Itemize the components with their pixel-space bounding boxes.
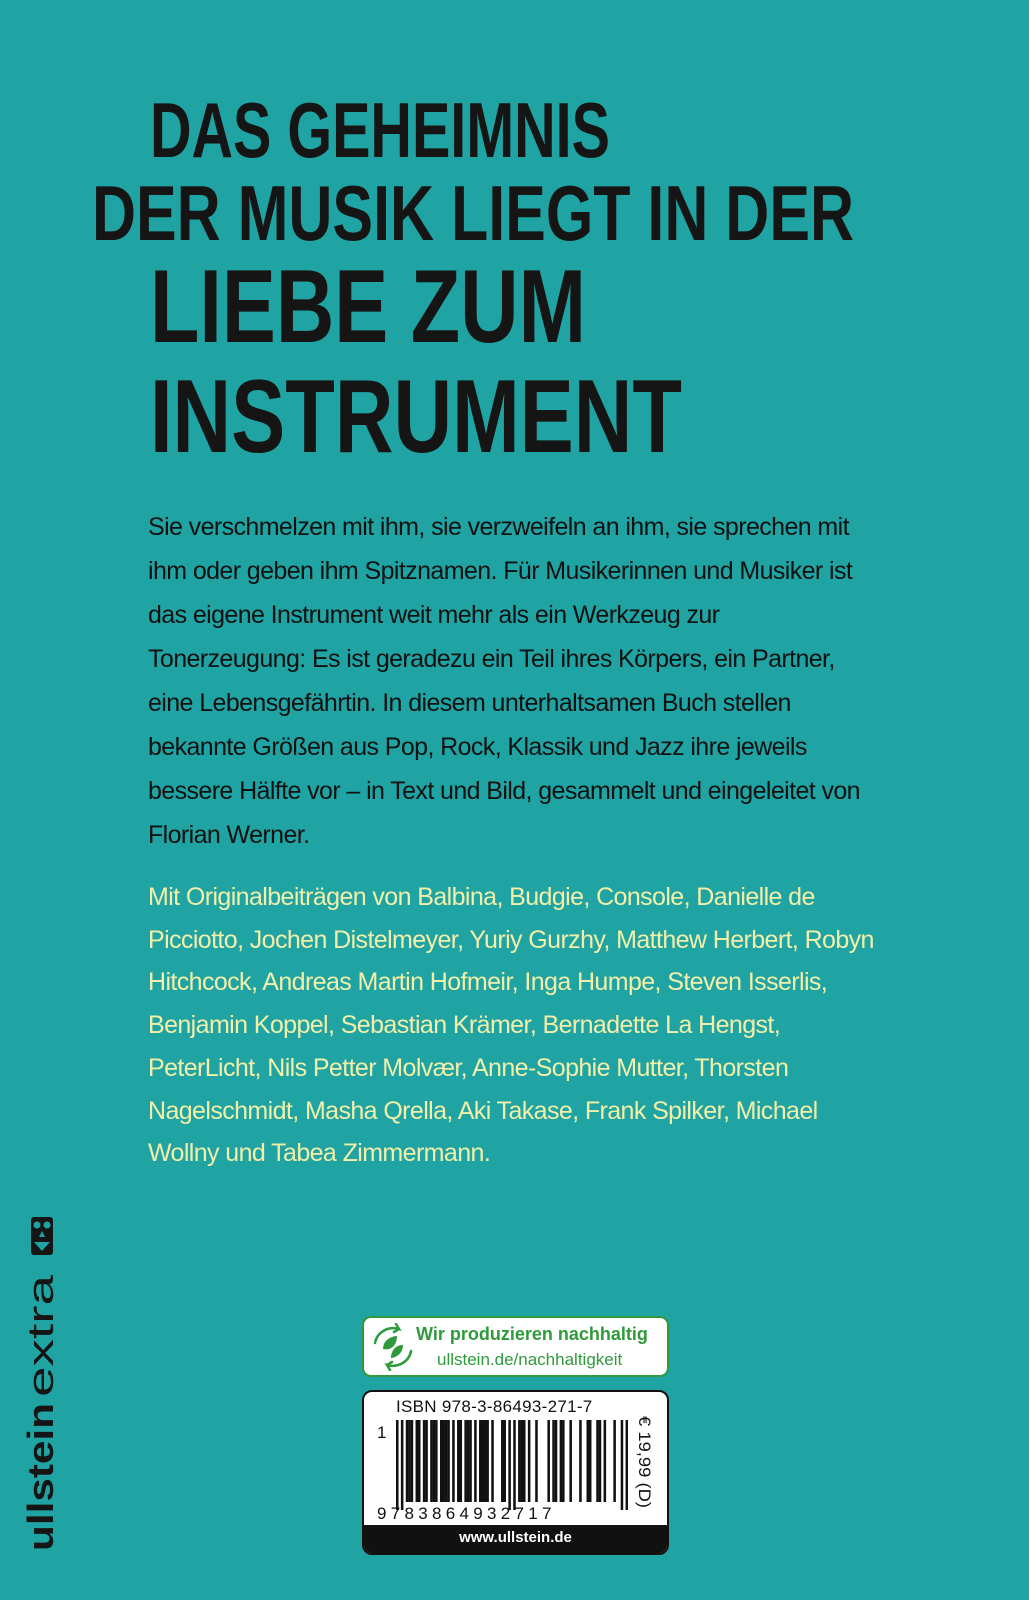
headline-line-3: LIEBE ZUM bbox=[150, 249, 586, 365]
publisher-imprint: extra bbox=[20, 1316, 61, 1397]
barcode-bar bbox=[599, 1420, 602, 1502]
headline bbox=[0, 0, 1029, 480]
barcode-bar bbox=[467, 1420, 470, 1502]
barcode-bar bbox=[523, 1420, 526, 1502]
sustainability-badge bbox=[362, 1316, 669, 1377]
barcode-bar bbox=[560, 1420, 563, 1502]
barcode-bar bbox=[433, 1420, 436, 1502]
publisher-name: ullstein bbox=[20, 1424, 61, 1551]
barcode-bar bbox=[486, 1420, 489, 1502]
barcode-bar bbox=[411, 1420, 414, 1502]
barcode-bar bbox=[430, 1420, 433, 1502]
barcode-label bbox=[362, 1390, 669, 1555]
price-text: € 19,99 (D) bbox=[635, 1416, 654, 1502]
barcode-bar bbox=[528, 1420, 531, 1502]
barcode-bar bbox=[501, 1420, 504, 1502]
barcode-bar bbox=[479, 1420, 482, 1502]
barcode-bar bbox=[555, 1420, 558, 1502]
barcode-bar bbox=[547, 1420, 550, 1502]
sustainability-url: ullstein.de/nachhaltigkeit bbox=[437, 1350, 623, 1369]
barcode-bar bbox=[562, 1420, 565, 1502]
owl-logo-icon bbox=[31, 1217, 53, 1255]
publisher-url-bar bbox=[364, 1525, 667, 1553]
barcode-bar bbox=[469, 1420, 472, 1502]
barcode-bar bbox=[459, 1420, 462, 1502]
barcode-bar bbox=[425, 1420, 428, 1502]
barcode-bar bbox=[579, 1420, 582, 1502]
price-label bbox=[625, 1414, 665, 1514]
barcode-bar bbox=[452, 1420, 455, 1502]
barcode-bar bbox=[464, 1420, 467, 1502]
barcode-bar bbox=[586, 1420, 589, 1502]
barcode-bar bbox=[513, 1420, 516, 1510]
barcode-bar bbox=[552, 1420, 555, 1502]
publisher-logo bbox=[18, 1215, 68, 1555]
barcode-bars bbox=[396, 1420, 628, 1510]
barcode-bar bbox=[396, 1420, 399, 1510]
book-description: Sie verschmelzen mit ihm, sie verzweifeln an ihm, sie sprechen mit ihm oder geben ihm Spitznamen. Für Musikerinnen und Musiker ist das eigene Instrument weit mehr als ein Werkzeug zur Tonerzeugung: Es ist geradezu ein Teil ihres Körpers, ein Partner, eine Lebensgefährtin. In diesem unterhaltsamen Buch stellen bekannte Größen aus Pop, Rock, Klassik und Jazz ihre jeweils bessere Hälfte vor – in Text und Bild, gesammelt und eingeleitet von Florian Werner. bbox=[148, 513, 860, 849]
headline-line-1: DAS GEHEIMNIS bbox=[150, 86, 610, 174]
barcode-bar bbox=[491, 1420, 494, 1502]
barcode-bar bbox=[604, 1420, 607, 1502]
barcode-bar bbox=[442, 1420, 445, 1502]
recycle-leaves-icon bbox=[369, 1323, 417, 1371]
barcode-bar bbox=[418, 1420, 421, 1502]
barcode-digits: 9783864932717 bbox=[377, 1504, 556, 1523]
barcode-bar bbox=[440, 1420, 443, 1502]
barcode-bar bbox=[521, 1420, 524, 1502]
barcode-first-digit: 1 bbox=[377, 1423, 387, 1442]
publisher-url: www.ullstein.de bbox=[459, 1529, 572, 1546]
barcode-bar bbox=[445, 1420, 448, 1502]
barcode-bar bbox=[401, 1420, 404, 1510]
barcode-bar bbox=[481, 1420, 484, 1502]
barcode-bar bbox=[416, 1420, 419, 1502]
barcode-bar bbox=[569, 1420, 572, 1502]
barcode-bar bbox=[406, 1420, 409, 1502]
barcode-bar bbox=[484, 1420, 487, 1502]
barcode-bar bbox=[596, 1420, 599, 1502]
barcode-bar bbox=[613, 1420, 616, 1502]
barcode-bar bbox=[423, 1420, 426, 1502]
barcode-bar bbox=[457, 1420, 460, 1502]
barcode-bar bbox=[535, 1420, 538, 1502]
isbn-number: ISBN 978-3-86493-271-7 bbox=[396, 1397, 593, 1416]
barcode-bar bbox=[408, 1420, 411, 1502]
barcode-bar bbox=[447, 1420, 450, 1502]
barcode-bar bbox=[435, 1420, 438, 1502]
sustainability-title: Wir produzieren nachhaltig bbox=[416, 1324, 648, 1344]
headline-line-4: INSTRUMENT bbox=[150, 359, 682, 475]
barcode-bar bbox=[503, 1420, 506, 1502]
headline-line-2: DER MUSIK LIEGT IN DER bbox=[92, 169, 854, 257]
contributors-list: Mit Originalbeiträgen von Balbina, Budgie, Console, Danielle de Picciotto, Jochen Distelmeyer, Yuriy Gurzhy, Matthew Herbert, Robyn Hitchcock, Andreas Martin Hofmeir, Inga Humpe, Steven Isserlis, Benjamin Koppel, Sebastian Krämer, Bernadette La Hengst, PeterLicht, Nils Petter Molvær, Anne-Sophie Mutter, Thorsten Nagelschmidt, Masha Qrella, Aki Takase, Frank Spilker, Michael Wollny und Tabea Zimmermann. bbox=[148, 883, 874, 1168]
barcode-bar bbox=[474, 1420, 477, 1502]
barcode-bar bbox=[589, 1420, 592, 1502]
barcode-bar bbox=[508, 1420, 511, 1510]
barcode-bar bbox=[621, 1420, 624, 1510]
barcode-bar bbox=[518, 1420, 521, 1502]
